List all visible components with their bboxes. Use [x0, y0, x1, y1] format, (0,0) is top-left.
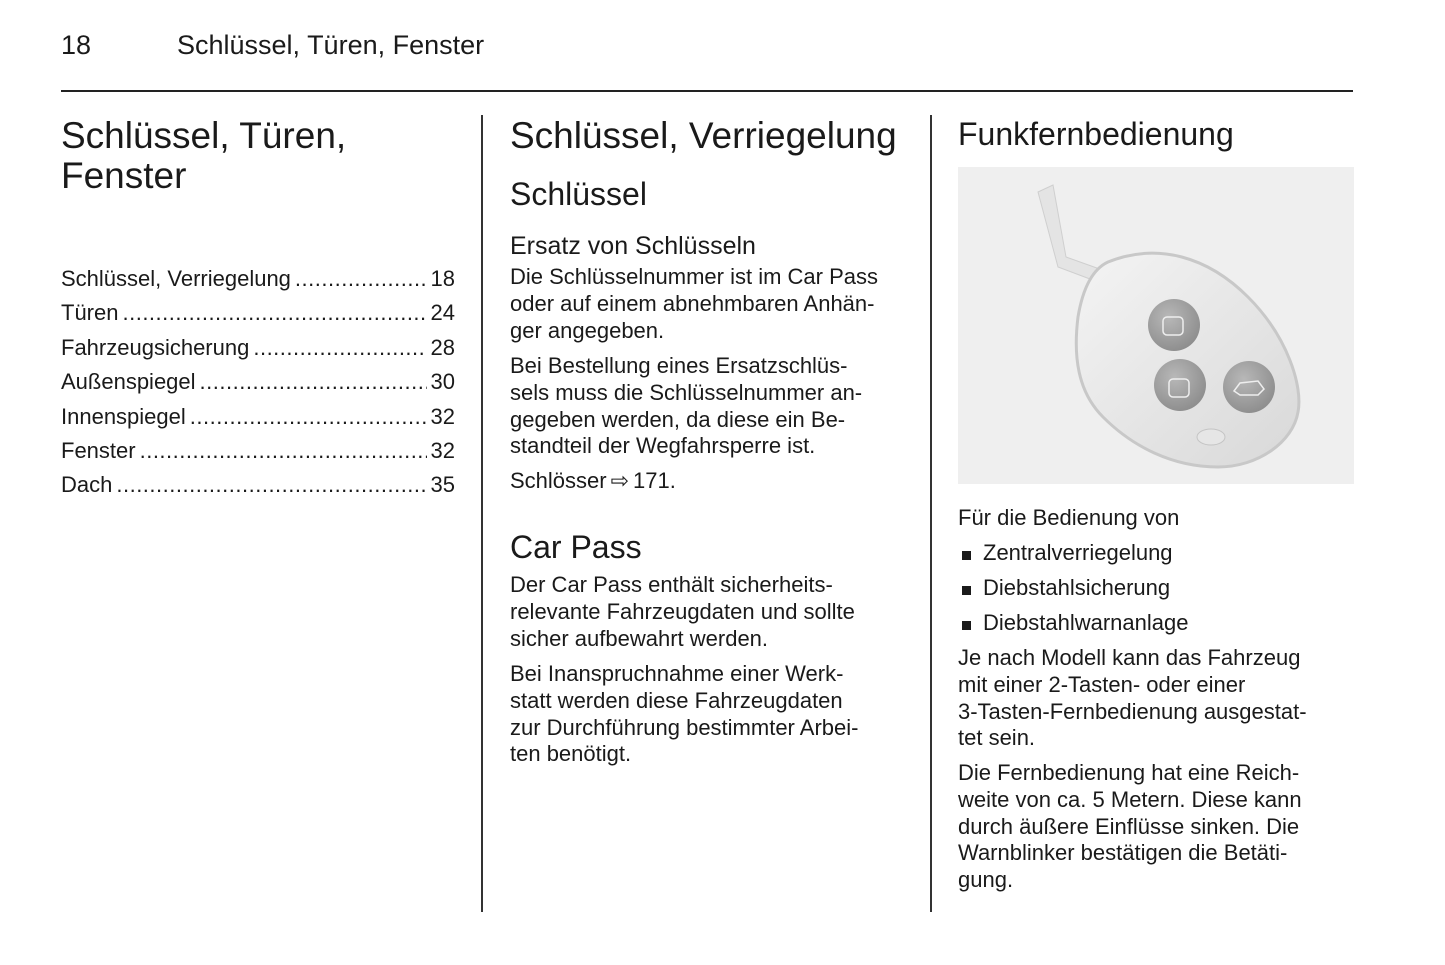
text-line: durch äußere Einflüsse sinken. Die — [958, 813, 1300, 839]
toc-label: Fenster — [61, 437, 136, 463]
text-line: sels muss die Schlüsselnummer an- — [510, 379, 863, 405]
text-line: statt werden diese Fahrzeugdaten — [510, 687, 843, 713]
text-line: gung. — [958, 867, 1014, 893]
paragraph — [510, 264, 878, 344]
list-item — [958, 536, 1188, 571]
reference-page: 171. — [633, 468, 676, 493]
feature-list — [958, 536, 1188, 640]
text-line: weite von ca. 5 Metern. Diese kann — [958, 786, 1302, 812]
reference-text: Schlösser — [510, 468, 607, 493]
text-line: Die Schlüsselnummer ist im Car Pass — [510, 264, 878, 289]
bullet-square-icon — [962, 621, 971, 630]
text-line: relevante Fahrzeugdaten und sollte — [510, 598, 855, 624]
toc-entry[interactable] — [61, 438, 455, 472]
text-line: Für die Bedienung von — [958, 505, 1180, 530]
toc-entry[interactable] — [61, 404, 455, 438]
toc-leader — [200, 369, 427, 395]
toc-page: 35 — [430, 472, 455, 498]
toc-label: Innenspiegel — [61, 403, 186, 429]
toc-page: 18 — [430, 266, 455, 291]
list-item-text: Zentralverriegelung — [983, 540, 1173, 565]
toc-page: 30 — [430, 369, 455, 395]
text-line: Je nach Modell kann das Fahrzeug — [958, 645, 1301, 670]
header-rule — [61, 90, 1353, 92]
column-divider — [481, 115, 483, 912]
list-item-text: Diebstahlsicherung — [983, 574, 1171, 600]
toc-page: 32 — [430, 437, 455, 463]
toc-leader — [140, 438, 427, 464]
cross-reference[interactable] — [510, 468, 676, 495]
list-item — [958, 606, 1188, 641]
toc-entry[interactable] — [61, 335, 455, 369]
chapter-title — [61, 116, 346, 196]
text-line: sicher aufbewahrt werden. — [510, 625, 769, 651]
toc-leader — [190, 404, 427, 430]
text-line: tet sein. — [958, 725, 1036, 751]
paragraph — [958, 760, 1302, 894]
toc-page: 32 — [430, 403, 455, 429]
bullet-square-icon — [962, 586, 971, 595]
text-line: oder auf einem abnehmbaren Anhän- — [510, 290, 875, 316]
bullet-square-icon — [962, 551, 971, 560]
toc-label: Türen — [61, 300, 119, 326]
toc-entry[interactable] — [61, 266, 455, 300]
toc-label: Außenspiegel — [61, 369, 196, 395]
running-header: Schlüssel, Türen, Fenster — [177, 30, 485, 60]
text-line: ger angegeben. — [510, 317, 665, 343]
text-line: mit einer 2-Tasten- oder einer — [958, 671, 1246, 697]
text-line: Warnblinker bestätigen die Betäti- — [958, 840, 1288, 866]
paragraph — [510, 572, 855, 652]
paragraph — [958, 645, 1307, 752]
text-line: Die Fernbedienung hat eine Reich- — [958, 760, 1300, 785]
toc-entry[interactable] — [61, 300, 455, 334]
arrow-right-icon: ⇨ — [610, 468, 630, 493]
text-line: gegeben werden, da diese ein Be- — [510, 406, 846, 432]
toc-leader — [295, 266, 427, 292]
toc-entry[interactable] — [61, 472, 455, 506]
intro-text — [958, 505, 1179, 532]
section-title: Schlüssel, Verriegelung — [510, 115, 897, 156]
paragraph — [510, 353, 862, 460]
paragraph-heading: Ersatz von Schlüsseln — [510, 232, 756, 260]
column-divider — [930, 115, 932, 912]
chapter-title-line: Schlüssel, Türen, — [61, 115, 347, 156]
chapter-title-line: Fenster — [61, 155, 187, 196]
text-line: Bei Inanspruchnahme einer Werk- — [510, 661, 844, 686]
toc-leader — [253, 335, 426, 361]
list-item-text: Diebstahlwarnanlage — [983, 609, 1189, 635]
table-of-contents — [61, 266, 455, 507]
text-line: standteil der Wegfahrsperre ist. — [510, 433, 816, 459]
subsection-title: Schlüssel — [510, 176, 647, 212]
text-line: Bei Bestellung eines Ersatzschlüs- — [510, 353, 848, 378]
toc-leader — [116, 472, 426, 498]
text-line: ten benötigt. — [510, 741, 632, 767]
list-item — [958, 571, 1188, 606]
page-number: 18 — [61, 30, 92, 60]
remote-key-fob-icon — [958, 167, 1354, 484]
toc-label: Schlüssel, Verriegelung — [61, 266, 291, 291]
text-line: Der Car Pass enthält sicherheits- — [510, 572, 833, 597]
toc-page: 24 — [430, 300, 455, 326]
toc-leader — [122, 300, 426, 326]
section-heading: Car Pass — [510, 529, 642, 565]
toc-page: 28 — [430, 334, 455, 360]
text-line: zur Durchführung bestimmter Arbei- — [510, 714, 859, 740]
toc-entry[interactable] — [61, 369, 455, 403]
section-title: Funkfernbedienung — [958, 116, 1234, 152]
text-line: 3-Tasten-Fernbedienung ausgestat- — [958, 698, 1307, 724]
toc-label: Dach — [61, 472, 113, 498]
toc-label: Fahrzeugsicherung — [61, 334, 250, 360]
paragraph — [510, 661, 858, 768]
